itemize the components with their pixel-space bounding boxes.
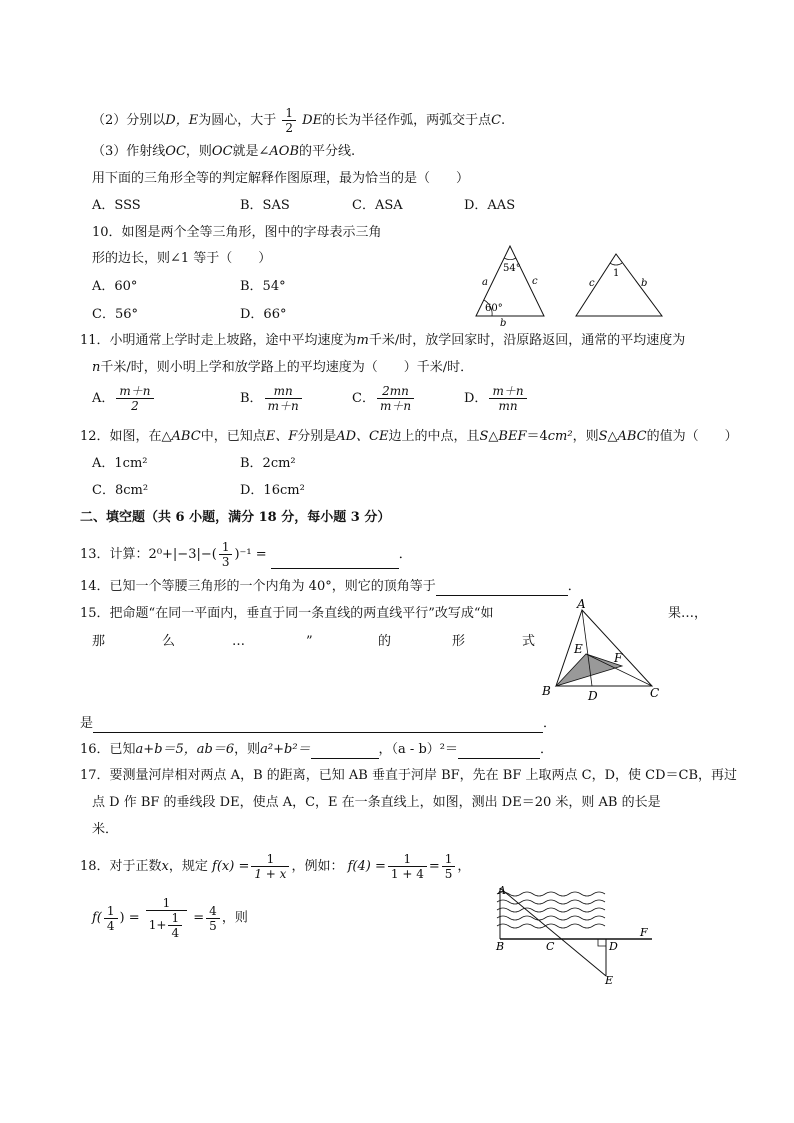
section-2-heading: 二、填空题（共 6 小题，满分 18 分，每小题 3 分） (80, 510, 391, 525)
side-b2-label: b (641, 278, 648, 289)
q17-line2: 点 D 作 BF 的垂线段 DE，使点 A，C，E 在一条直线上，如图，测出 DE＝20 米，则 AB 的长是 (92, 795, 661, 810)
q11-option-c: C． $\frac{2mn}{m+n}$ (352, 384, 416, 413)
q16-answer-blank-1[interactable] (311, 744, 379, 759)
fig15-label-d: D (588, 689, 598, 703)
q9-option-a: A．SSS (92, 198, 141, 213)
fig17-label-e: E (605, 974, 614, 986)
q10-line1: 10．如图是两个全等三角形，图中的字母表示三角 (92, 225, 382, 240)
angle-54-label: 54° (503, 263, 521, 274)
q15-line3: 是 ． (80, 716, 557, 731)
q13-line: 13．计算：2⁰+|−3|−( $\frac{1}{3}$ )⁻¹ = ． (80, 540, 412, 569)
q11-line2: n千米/时，则小明上学和放学路上的平均速度为（ ）千米/时． (92, 360, 474, 375)
q15-answer-blank[interactable] (93, 718, 543, 733)
fig15-label-f: F (614, 651, 623, 665)
q12-option-b: B．2cm² (240, 456, 296, 471)
fig17-label-f: F (640, 926, 648, 939)
q15-line2-w3: … (232, 634, 245, 649)
fig17-label-c: C (546, 940, 555, 953)
q10-triangles-figure (466, 240, 686, 330)
q16-answer-blank-2[interactable] (458, 744, 540, 759)
q10-option-b: B．54° (240, 279, 286, 294)
q10-option-d: D．66° (240, 307, 287, 322)
q15-line2-w6: 形 (452, 634, 466, 649)
half-fraction: $\frac{1}{2}$ (282, 106, 296, 135)
q18-line1: 18．对于正数x，规定 f(x) = $\frac{1}{1 + x}$ ，例如： f(4) = $\frac{1}{1 + 4}$ = $\frac{1}{5}$ ， (80, 852, 471, 881)
q10-option-c: C．56° (92, 307, 138, 322)
q9-option-d: D．AAS (464, 198, 516, 213)
side-c-label: c (532, 276, 538, 287)
q15-line2-w2: 么 (162, 634, 176, 649)
q9-step2: （2）分别以D，E为圆心，大于 $\frac{1}{2}$ DE的长为半径作弧，两弧交于点C. (92, 106, 506, 135)
fig15-label-c: C (650, 686, 660, 700)
q15-line2-w4: ” (306, 634, 313, 649)
angle-1-label: 1 (613, 268, 620, 279)
q17-line3: 米． (92, 822, 119, 837)
fig15-label-a: A (577, 597, 586, 611)
q12-option-c: C．8cm² (92, 483, 149, 498)
q10-line2: 形的边长，则∠1 等于（ ） (92, 251, 272, 266)
q10-option-a: A．60° (92, 279, 138, 294)
side-a-label: a (482, 277, 488, 288)
q12-option-a: A．1cm² (92, 456, 148, 471)
q11-option-d: D． $\frac{m+n}{mn}$ (464, 384, 529, 413)
q12-line: 12．如图，在△ABC中，已知点E、F分别是AD、CE边上的中点，且S△BEF＝4cm²，则S△ABC的值为（ ） (80, 429, 738, 444)
q15-line1-end: 果…， (668, 606, 708, 621)
q17-line1: 17．要测量河岸相对两点 A，B 的距离，已知 AB 垂直于河岸 BF，先在 BF 上取两点 C，D，使 CD＝CB，再过 (80, 768, 738, 783)
q18-line2: f( $\frac{1}{4}$ ) = 1 1+ $\frac{1}{4}$ = $\frac{4}{5}$ ，则 (92, 896, 248, 940)
q15-triangle-figure (536, 594, 666, 706)
q11-line1: 11．小明通常上学时走上坡路，途中平均速度为m千米/时，放学回家时，沿原路返回，通常的平均速度为 (80, 333, 686, 348)
fig17-label-a: A (498, 884, 506, 897)
q9-option-b: B．SAS (240, 198, 290, 213)
q15-line1: 15．把命题“在同一平面内，垂直于同一条直线的两直线平行”改写成“如 (80, 606, 494, 621)
q9-step3: （3）作射线OC，则OC就是∠AOB的平分线. (92, 144, 356, 159)
q11-option-a: A． $\frac{m+n}{2}$ (92, 384, 156, 413)
angle-60-label: 60° (485, 303, 503, 314)
q14-line: 14．已知一个等腰三角形的一个内角为 40°，则它的顶角等于 ． (80, 579, 581, 594)
side-c2-label: c (589, 278, 595, 289)
q12-option-d: D．16cm² (240, 483, 305, 498)
q16-line: 16．已知a+b＝5，ab＝6，则a²+b²＝ ，（a - b）²＝ ． (80, 742, 554, 757)
q15-line2-w5: 的 (378, 634, 392, 649)
fig17-label-b: B (496, 940, 505, 953)
fig17-label-d: D (609, 940, 618, 953)
side-b-label: b (500, 318, 507, 329)
q15-line2-w7: 式 (522, 634, 536, 649)
q11-option-b: B． $\frac{mn}{m+n}$ (240, 384, 304, 413)
q9-question: 用下面的三角形全等的判定解释作图原理，最为恰当的是（ ） (92, 171, 470, 186)
q13-answer-blank[interactable] (271, 554, 399, 569)
q9-option-c: C．ASA (352, 198, 403, 213)
q15-line2-w1: 那 (92, 634, 106, 649)
fig15-label-e: E (574, 642, 583, 656)
q17-river-figure (492, 882, 660, 986)
fig15-label-b: B (542, 684, 551, 698)
